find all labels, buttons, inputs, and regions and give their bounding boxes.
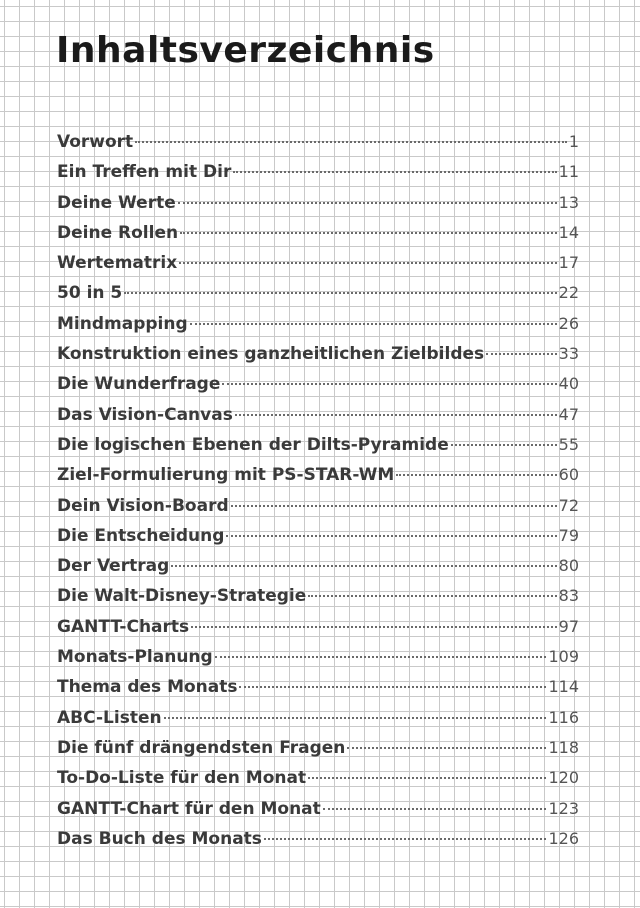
toc-entry[interactable] xyxy=(57,521,579,551)
toc-entry[interactable] xyxy=(57,127,579,157)
dot-leader xyxy=(231,504,557,507)
toc-entry[interactable] xyxy=(57,369,579,399)
dot-leader xyxy=(179,261,556,264)
dot-leader xyxy=(451,443,557,446)
toc-entry-title: GANTT-Chart für den Monat xyxy=(57,798,321,819)
toc-entry[interactable] xyxy=(57,188,579,218)
toc-entry[interactable] xyxy=(57,309,579,339)
dot-leader xyxy=(171,564,556,567)
page-title: Inhaltsverzeichnis xyxy=(56,30,435,71)
toc-entry-page: 13 xyxy=(558,192,579,212)
toc-entry[interactable] xyxy=(57,642,579,672)
toc-entry-title: Deine Werte xyxy=(57,192,176,213)
toc-entry-title: Die Wunderfrage xyxy=(57,374,221,395)
toc-entry-title: Die logischen Ebenen der Dilts-Pyramide xyxy=(57,434,449,455)
toc-entry-title: Das Vision-Canvas xyxy=(57,404,233,425)
toc-entry[interactable] xyxy=(57,218,579,248)
toc-entry-page: 60 xyxy=(558,465,579,485)
toc-entry-title: Konstruktion eines ganzheitlichen Zielbildes xyxy=(57,344,485,365)
toc-entry-title: GANTT-Charts xyxy=(57,616,190,637)
dot-leader xyxy=(135,140,567,143)
dot-leader xyxy=(222,382,556,385)
toc-entry-title: Monats-Planung xyxy=(57,647,213,668)
toc-entry[interactable] xyxy=(57,703,579,733)
toc-entry-title: Ziel-Formulierung mit PS-STAR-WM xyxy=(57,465,395,486)
toc-entry-page: 114 xyxy=(548,677,579,697)
dot-leader xyxy=(396,473,556,476)
dot-leader xyxy=(226,534,556,537)
toc-entry-page: 1 xyxy=(568,132,579,151)
toc-entry[interactable] xyxy=(57,763,579,793)
toc-entry-title: To-Do-Liste für den Monat xyxy=(57,768,307,789)
toc-entry[interactable] xyxy=(57,794,579,824)
toc-entry-page: 33 xyxy=(558,344,579,364)
toc-entry[interactable] xyxy=(57,248,579,278)
toc-entry-title: Die Entscheidung xyxy=(57,525,225,546)
toc-entry-page: 80 xyxy=(558,556,579,576)
toc-entry-title: Vorwort xyxy=(57,132,134,152)
toc-entry-page: 17 xyxy=(558,253,579,273)
dot-leader xyxy=(191,625,556,628)
toc-entry-title: Thema des Monats xyxy=(57,677,238,698)
dot-leader xyxy=(235,413,557,416)
dot-leader xyxy=(164,716,547,719)
toc-entry[interactable] xyxy=(57,491,579,521)
toc-entry-page: 97 xyxy=(558,616,579,636)
toc-entry-page: 118 xyxy=(548,737,579,757)
toc-entry-page: 11 xyxy=(558,162,579,182)
toc-entry[interactable] xyxy=(57,157,579,187)
toc-entry[interactable] xyxy=(57,551,579,581)
dot-leader xyxy=(190,322,557,325)
toc-entry-page: 123 xyxy=(548,798,579,818)
dot-leader xyxy=(264,837,547,840)
toc-entry-title: Die fünf drängendsten Fragen xyxy=(57,737,346,758)
toc-entry-title: Die Walt-Disney-Strategie xyxy=(57,586,307,607)
dot-leader xyxy=(233,170,556,173)
toc-entry[interactable] xyxy=(57,400,579,430)
dot-leader xyxy=(347,746,546,749)
toc-entry-page: 40 xyxy=(558,374,579,394)
toc-entry-page: 55 xyxy=(558,434,579,454)
toc-entry-title: Der Vertrag xyxy=(57,556,170,577)
dot-leader xyxy=(180,231,557,234)
toc-entry-page: 47 xyxy=(558,404,579,424)
toc-entry[interactable] xyxy=(57,612,579,642)
toc-entry-page: 72 xyxy=(558,495,579,515)
toc-entry[interactable] xyxy=(57,824,579,854)
toc-entry[interactable] xyxy=(57,581,579,611)
toc-entry-page: 79 xyxy=(558,525,579,545)
toc-entry[interactable] xyxy=(57,460,579,490)
toc-entry[interactable] xyxy=(57,339,579,369)
toc-entry-page: 116 xyxy=(548,707,579,727)
toc-entry-page: 109 xyxy=(548,647,579,667)
toc-entry-title: Ein Treffen mit Dir xyxy=(57,162,232,183)
dot-leader xyxy=(124,291,556,294)
dot-leader xyxy=(486,352,557,355)
toc-entry-page: 120 xyxy=(548,768,579,788)
toc-entry-title: Wertematrix xyxy=(57,253,178,274)
dot-leader xyxy=(308,776,546,779)
toc-entry-page: 26 xyxy=(558,313,579,333)
dot-leader xyxy=(239,685,546,688)
toc-entry[interactable] xyxy=(57,733,579,763)
toc-entry-title: Das Buch des Monats xyxy=(57,828,262,849)
dot-leader xyxy=(308,594,556,597)
toc-entry[interactable] xyxy=(57,672,579,702)
toc-entry-page: 22 xyxy=(558,283,579,303)
dot-leader xyxy=(215,655,547,658)
toc-entry-title: Mindmapping xyxy=(57,313,188,334)
toc-entry[interactable] xyxy=(57,430,579,460)
toc-entry[interactable] xyxy=(57,278,579,308)
toc-entry-title: 50 in 5 xyxy=(57,283,123,304)
toc-entry-title: Dein Vision-Board xyxy=(57,495,229,516)
toc-entry-title: ABC-Listen xyxy=(57,707,162,728)
dot-leader xyxy=(178,201,557,204)
toc-entry-page: 14 xyxy=(558,222,579,242)
toc-entry-title: Deine Rollen xyxy=(57,222,179,243)
dot-leader xyxy=(323,807,547,810)
table-of-contents xyxy=(57,127,579,854)
toc-entry-page: 83 xyxy=(558,586,579,606)
toc-entry-page: 126 xyxy=(548,828,579,848)
